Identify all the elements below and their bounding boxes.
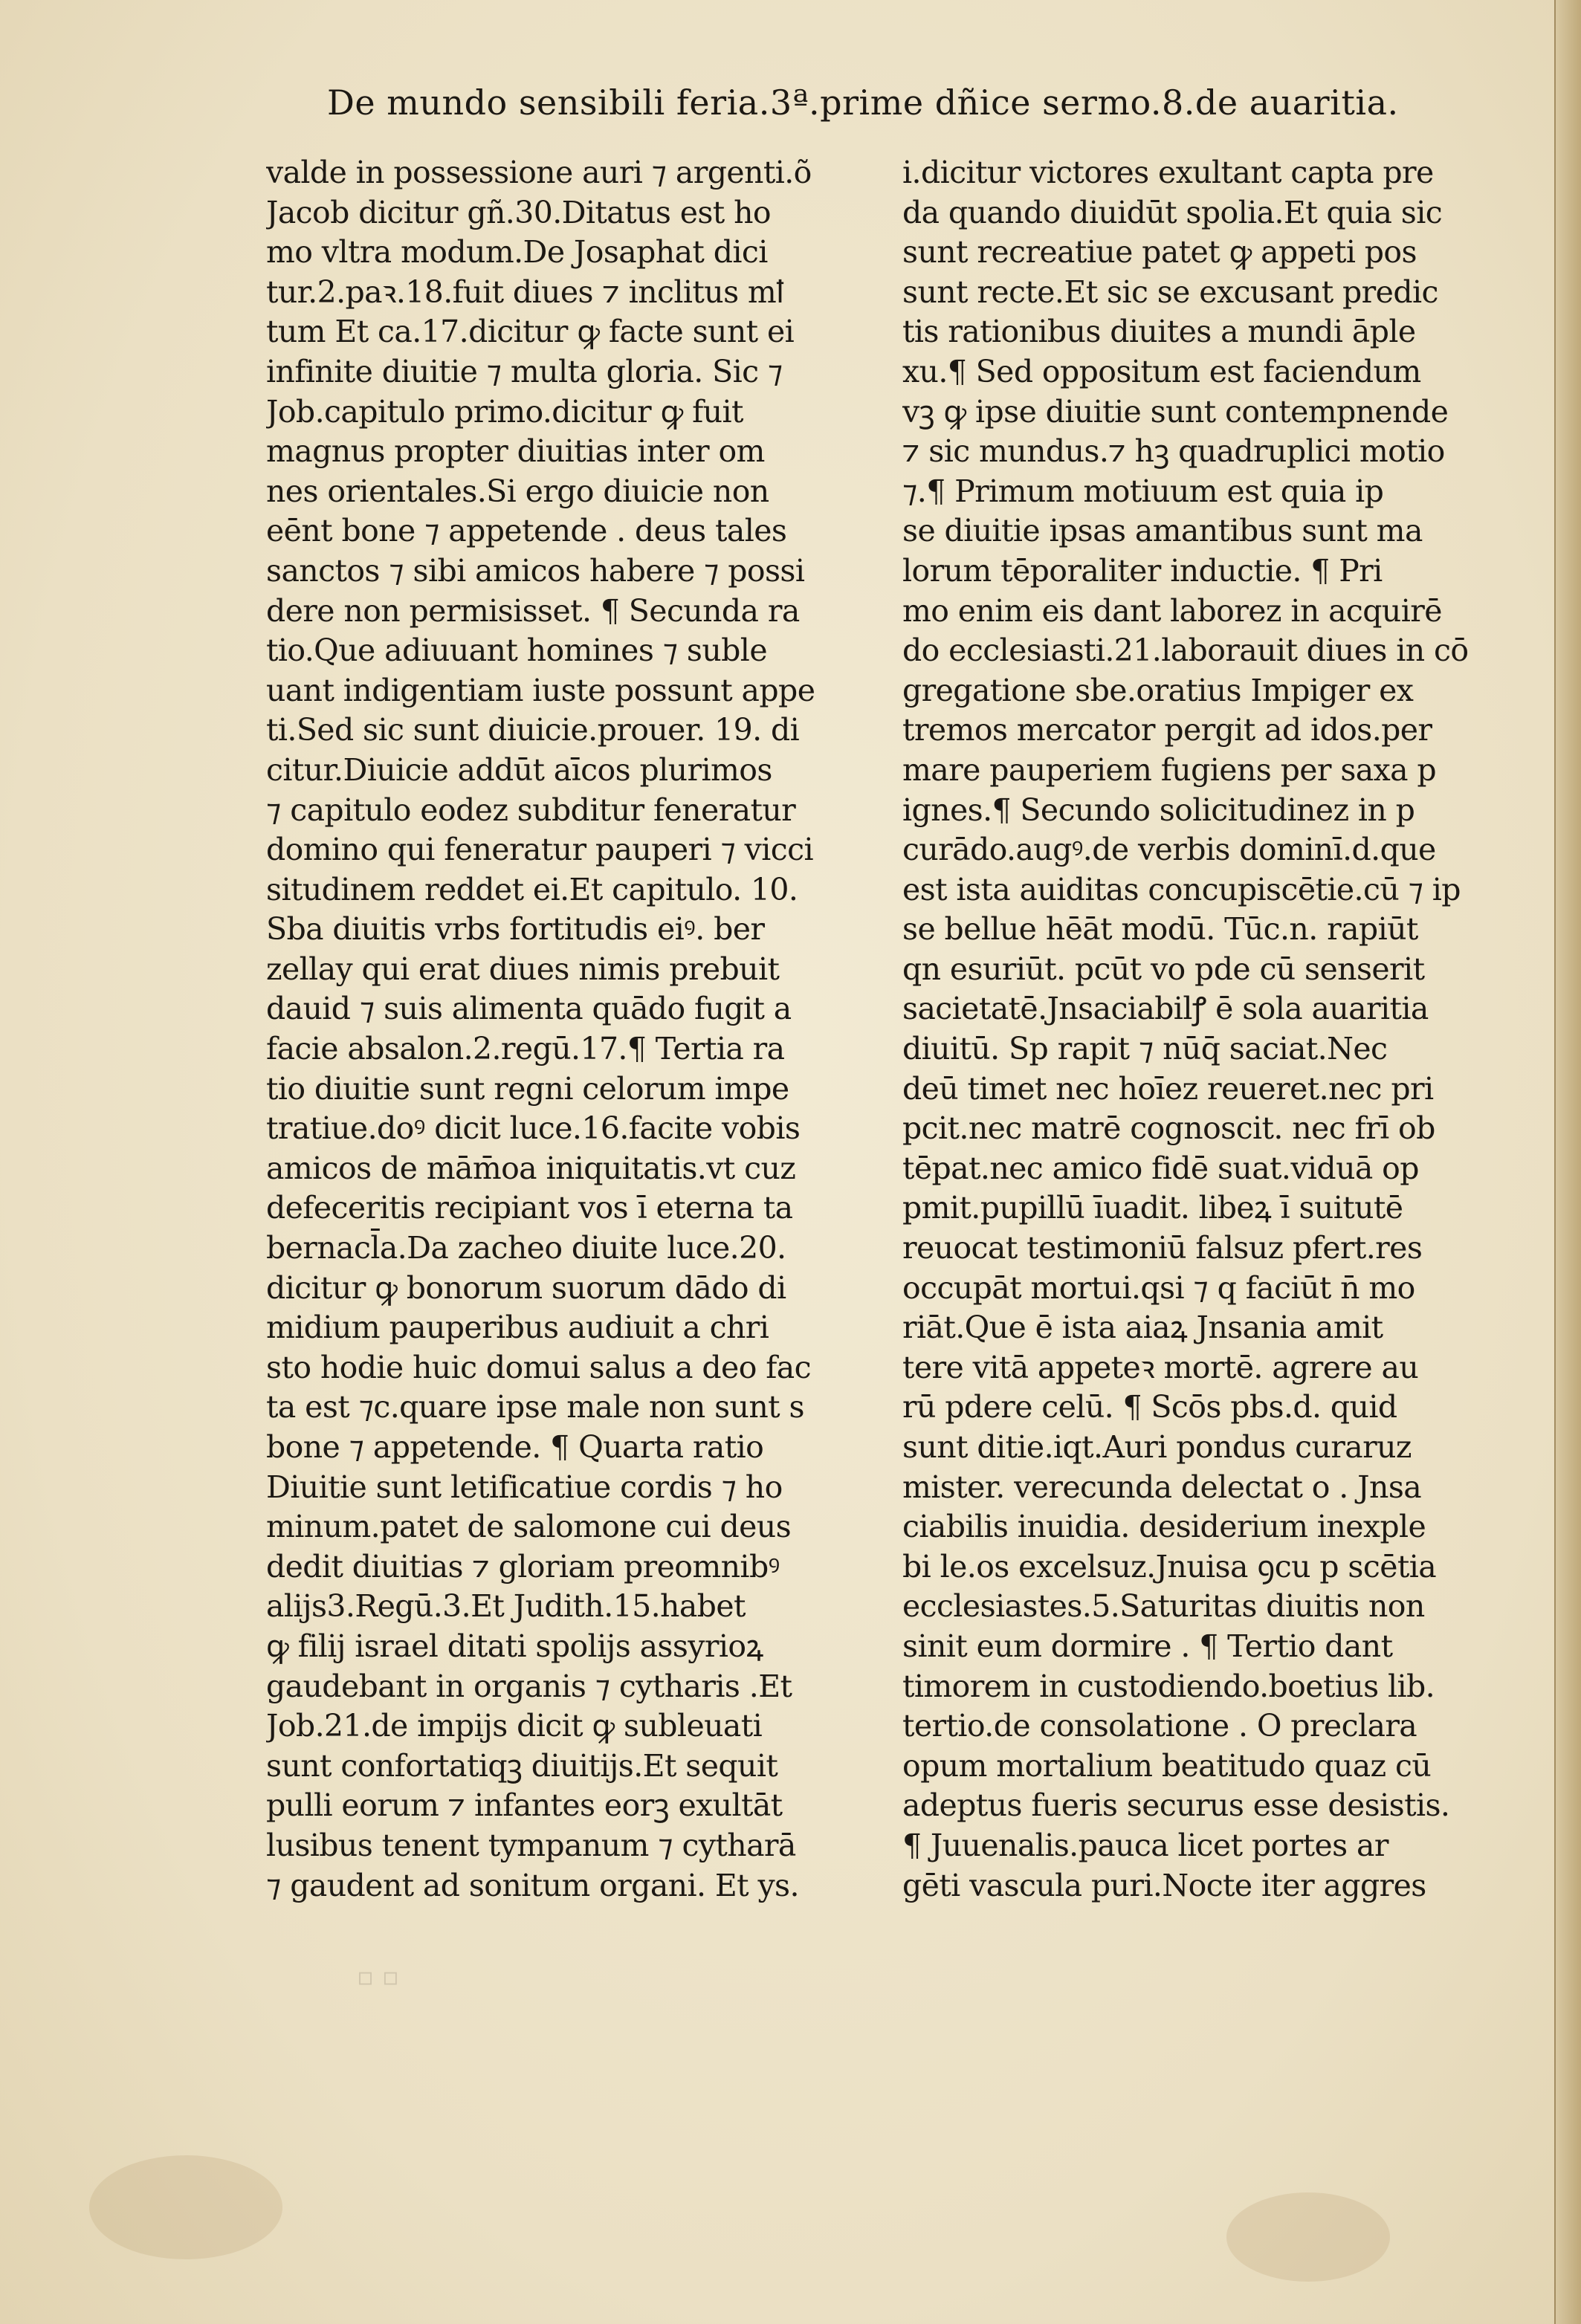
text-line: bi le.os excelsuz.Jnuisa ꝯcu p scētia <box>902 1548 1437 1585</box>
text-line: tere vitā appeteꝛ mortē. agrere au <box>902 1349 1419 1385</box>
text-line: adeptus fueris securus esse desistis. <box>902 1787 1450 1824</box>
text-line: minum.patet de salomone cui deus <box>266 1509 792 1545</box>
text-line: se bellue hēāt modū. Tūc.n. rapiūt <box>902 911 1418 948</box>
text-line: uant indigentiam iuste possunt appe <box>266 672 815 708</box>
paper-stain <box>1226 2192 1390 2282</box>
text-line: sunt recreatiue patet ꝙ appeti pos <box>902 234 1417 271</box>
text-line: ⁊ gaudent ad sonitum organi. Et ys. <box>266 1867 799 1903</box>
text-line: tum Et ca.17.dicitur ꝙ facte sunt ei <box>266 314 795 350</box>
text-line: da quando diuidūt spolia.Et quia sic <box>902 194 1443 230</box>
text-line: est ista auiditas concupiscētie.cū ⁊ ip <box>902 871 1461 907</box>
text-line: qn esuriūt. pcūt vo pde cū senserit <box>902 951 1425 987</box>
text-line: do ecclesiasti.21.laborauit diues in cō <box>902 632 1469 669</box>
text-line: sinit eum dormire . ¶ Tertio dant <box>902 1628 1393 1664</box>
text-line: Job.capitulo primo.dicitur ꝙ fuit <box>266 393 743 430</box>
text-line: gregatione sbe.oratius Impiger ex <box>902 672 1414 708</box>
text-line: dedit diuitias ⁊ gloriam preomnibꝰ <box>266 1548 780 1585</box>
text-line: ⁊ capitulo eodez subditur feneratur <box>266 792 796 828</box>
text-line: ꝙ filij israel ditati spolijs assyrioꝝ <box>266 1628 763 1664</box>
text-line: citur.Diuicie addūt aīcos plurimos <box>266 751 772 788</box>
text-line: bone ⁊ appetende. ¶ Quarta ratio <box>266 1429 764 1465</box>
text-line: eēnt bone ⁊ appetende . deus tales <box>266 513 787 549</box>
text-line: facie absalon.2.regū.17.¶ Tertia ra <box>266 1031 785 1067</box>
text-line: i.dicitur victores exultant capta pre <box>902 155 1434 190</box>
text-line: sunt recte.Et sic se excusant predic <box>902 273 1438 310</box>
text-line: defeceritis recipiant vos ī eterna ta <box>266 1190 793 1226</box>
text-line: lorum tēporaliter inductie. ¶ Pri <box>902 552 1383 589</box>
paper-stain <box>89 2155 282 2259</box>
text-line: magnus propter diuitias inter om <box>266 433 765 470</box>
text-line: mo vltra modum.De Josaphat dici <box>266 234 768 271</box>
text-line: Job.21.de impijs dicit ꝙ subleuati <box>266 1708 763 1744</box>
text-line: ⁊ sic mundus.⁊ hꝫ quadruplici motio <box>902 433 1445 470</box>
text-line: sanctos ⁊ sibi amicos habere ⁊ possi <box>266 552 805 589</box>
text-line: tio.Que adiuuant homines ⁊ suble <box>266 632 767 669</box>
faint-mark: ▫ ▫ <box>357 1962 399 1992</box>
text-line: dauid ⁊ suis alimenta quādo fugit a <box>266 991 792 1027</box>
text-line: occupāt mortui.qsi ⁊ q faciūt n̄ mo <box>902 1269 1415 1306</box>
text-line: sto hodie huic domui salus a deo fac <box>266 1349 812 1385</box>
text-line: Sba diuitis vrbs fortitudis eiꝰ. ber <box>266 911 765 948</box>
left-text-column <box>266 153 898 1996</box>
text-line: sunt confortatiqꝫ diuitijs.Et sequit <box>266 1747 778 1784</box>
text-line: valde in possessione auri ⁊ argenti.õ <box>266 155 812 190</box>
text-line: vꝫ ꝙ ipse diuitie sunt contempnende <box>902 393 1449 430</box>
text-line: ti.Sed sic sunt diuicie.prouer. 19. di <box>266 712 800 748</box>
text-line: ciabilis inuidia. desiderium inexple <box>902 1509 1426 1545</box>
text-line: domino qui feneratur pauperi ⁊ vicci <box>266 832 813 868</box>
text-line: dere non permisisset. ¶ Secunda ra <box>266 592 800 629</box>
text-line: dicitur ꝙ bonorum suorum dādo di <box>266 1269 786 1306</box>
text-line: nes orientales.Si ergo diuicie non <box>266 473 769 509</box>
text-line: pulli eorum ⁊ infantes eorꝫ exultāt <box>266 1787 783 1824</box>
text-line: alijs3.Regū.3.Et Judith.15.habet <box>266 1588 746 1625</box>
text-line: mare pauperiem fugiens per saxa p <box>902 751 1437 788</box>
text-line: Jacob dicitur gñ.30.Ditatus est ho <box>266 194 772 230</box>
text-line: rū pdere celū. ¶ Scōs pbs.d. quid <box>902 1389 1397 1425</box>
text-line: se diuitie ipsas amantibus sunt ma <box>902 513 1423 549</box>
right-text-column <box>902 153 1542 1996</box>
text-line: tēpat.nec amico fidē suat.viduā op <box>902 1150 1419 1186</box>
text-line: bernacl̄a.Da zacheo diuite luce.20. <box>266 1230 786 1266</box>
text-line: riāt.Que ē ista aiaꝝ Jnsania amit <box>902 1310 1383 1346</box>
text-line: mo enim eis dant laborez in acquirē <box>902 592 1442 629</box>
running-header: De mundo sensibili feria.3ª.prime dñice sermo.8.de auaritia. <box>327 82 1399 123</box>
page-edge <box>1554 0 1581 2324</box>
text-line: deū timet nec hoīez reueret.nec pri <box>902 1070 1434 1107</box>
text-line: tis rationibus diuites a mundi āple <box>902 314 1416 350</box>
text-line: amicos de mām̄oa iniquitatis.vt cuz <box>266 1150 796 1186</box>
text-line: ecclesiastes.5.Saturitas diuitis non <box>902 1588 1425 1625</box>
text-line: ¶ Juuenalis.pauca licet portes ar <box>902 1827 1388 1863</box>
text-line: xu.¶ Sed oppositum est faciendum <box>902 353 1421 389</box>
text-line: Diuitie sunt letificatiue cordis ⁊ ho <box>266 1469 783 1505</box>
text-line: timorem in custodiendo.boetius lib. <box>902 1668 1435 1704</box>
text-line: opum mortalium beatitudo quaz cū <box>902 1747 1432 1784</box>
text-line: tio diuitie sunt regni celorum impe <box>266 1070 789 1107</box>
text-line: diuitū. Sp rapit ⁊ nūq̄ saciat.Nec <box>902 1031 1388 1067</box>
text-line: gaudebant in organis ⁊ cytharis .Et <box>266 1668 792 1704</box>
text-line: ta est ⁊c.quare ipse male non sunt s <box>266 1389 804 1425</box>
text-line: zellay qui erat diues nimis prebuit <box>266 951 780 987</box>
text-line: infinite diuitie ⁊ multa gloria. Sic ⁊ <box>266 353 783 389</box>
text-line: tratiue.doꝰ dicit luce.16.facite vobis <box>266 1110 801 1147</box>
text-line: midium pauperibus audiuit a chri <box>266 1310 769 1346</box>
text-line: tremos mercator pergit ad idos.per <box>902 712 1432 748</box>
text-line: tertio.de consolatione . O preclara <box>902 1708 1417 1744</box>
text-line: ⁊.¶ Primum motiuum est quia ip <box>902 473 1384 509</box>
text-line: reuocat testimoniū falsuz pfert.res <box>902 1230 1423 1266</box>
text-line: sunt ditie.iqt.Auri pondus curaruz <box>902 1429 1412 1465</box>
text-line: ignes.¶ Secundo solicitudinez in p <box>902 792 1415 828</box>
text-line: gēti vascula puri.Nocte iter aggres <box>902 1867 1426 1903</box>
text-line: lusibus tenent tympanum ⁊ cytharā <box>266 1827 796 1863</box>
text-line: situdinem reddet ei.Et capitulo. 10. <box>266 871 798 907</box>
text-line: pcit.nec matrē cognoscit. nec frī ob <box>902 1110 1435 1147</box>
text-line: curādo.augꝰ.de verbis dominī.d.que <box>902 832 1436 868</box>
text-line: sacietatē.Jnsaciabilꝭ ē sola auaritia <box>902 991 1429 1027</box>
text-line: pmit.pupillū īuadit. libeꝝ ī suitutē <box>902 1190 1403 1226</box>
text-line: mister. verecunda delectat o . Jnsa <box>902 1469 1422 1505</box>
text-line: tur.2.paꝛ.18.fuit diues ⁊ inclitus mꝉ <box>266 273 784 310</box>
